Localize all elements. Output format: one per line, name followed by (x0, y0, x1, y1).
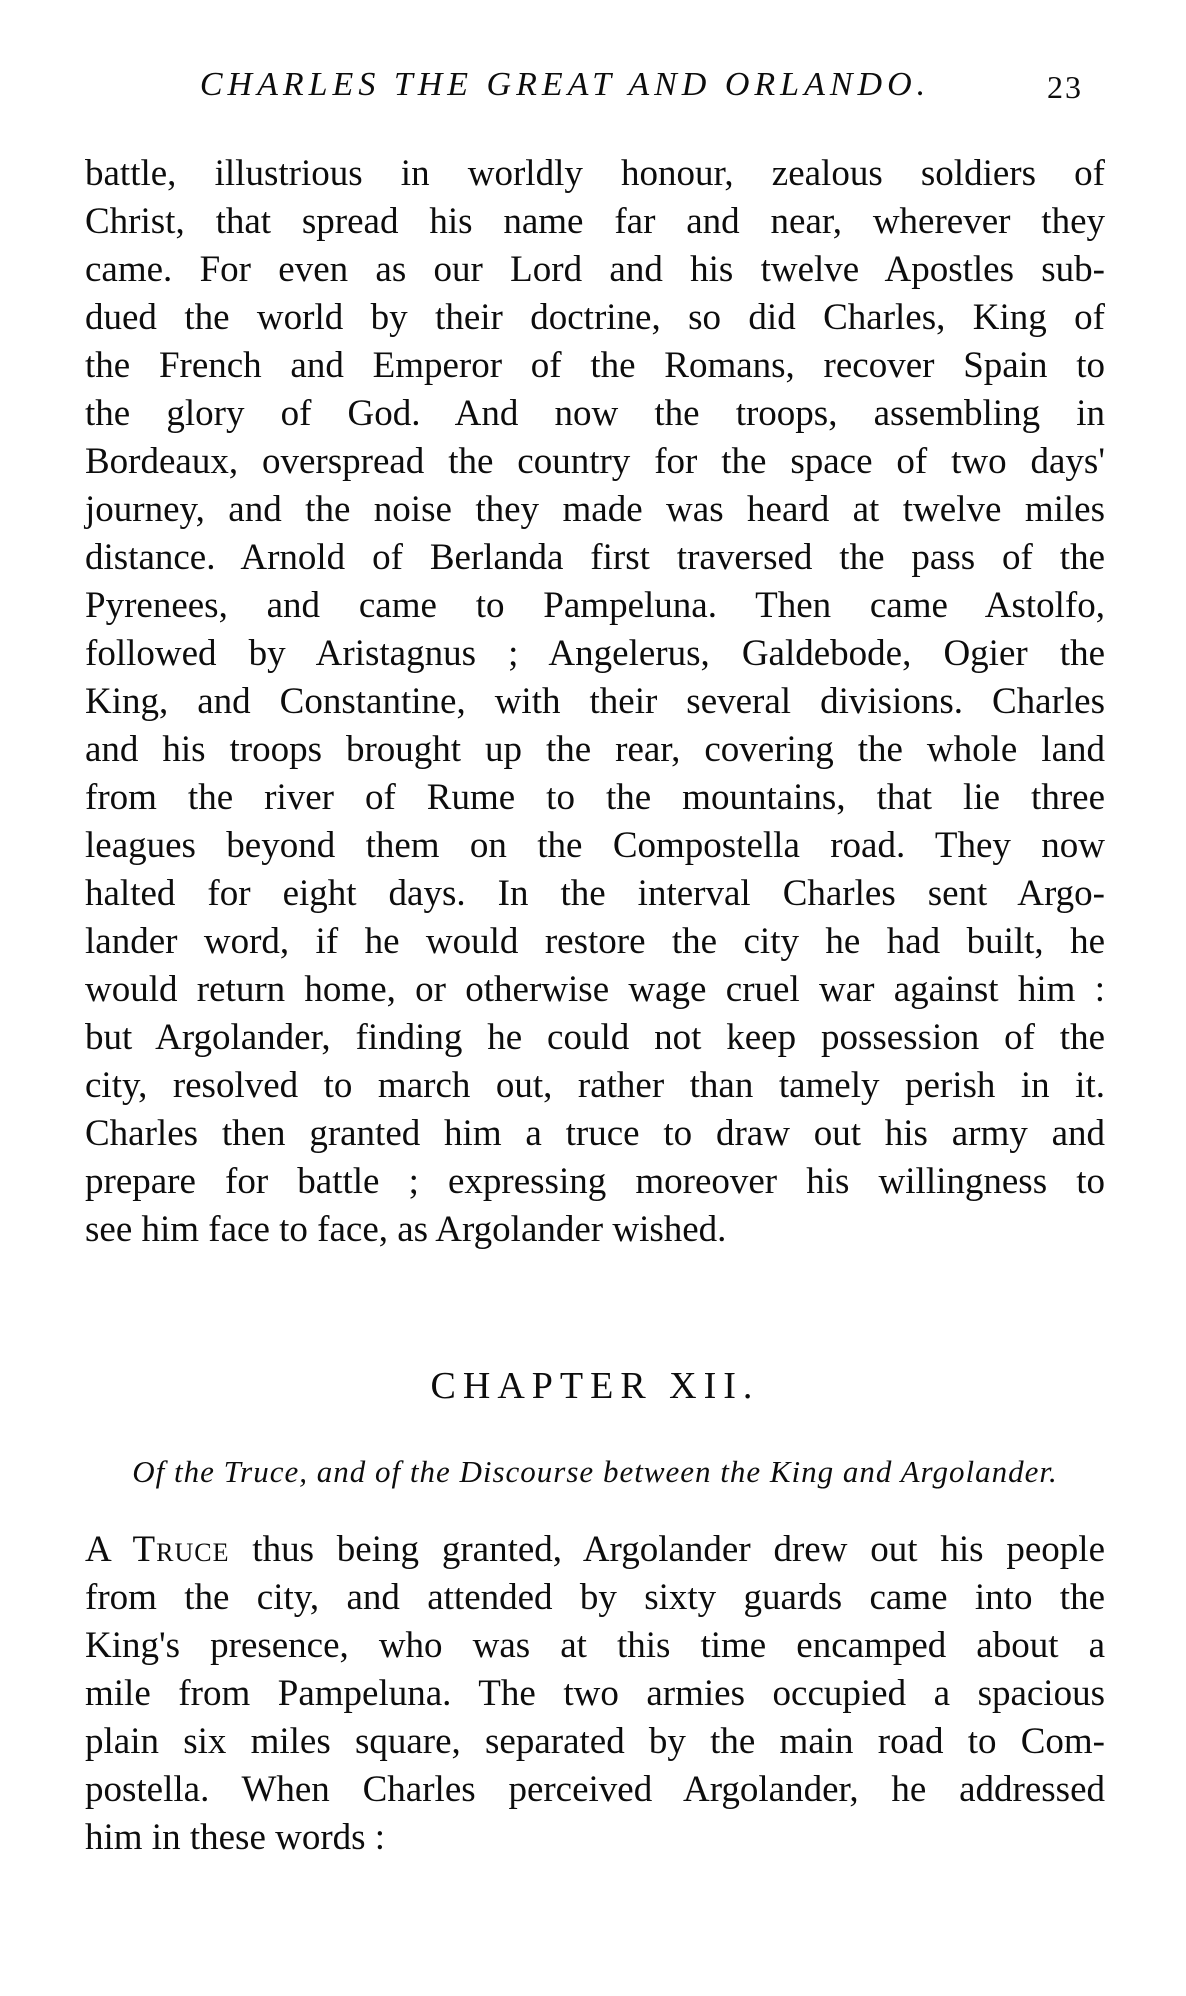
text-line: would return home, or otherwise wage cruel war against him : (85, 969, 1105, 1010)
text-line: followed by Aristagnus ; Angelerus, Galdebode, Ogier the (85, 633, 1105, 674)
text-line: lander word, if he would restore the city he had built, he (85, 921, 1105, 962)
chapter-subtitle: Of the Truce, and of the Discourse between the King and Argolander. (132, 1454, 1058, 1489)
text-line: Christ, that spread his name far and near, wherever they (85, 201, 1105, 242)
text-line: Bordeaux, overspread the country for the space of two days' (85, 441, 1105, 482)
text-line: the French and Emperor of the Romans, recover Spain to (85, 345, 1105, 386)
text-line: dued the world by their doctrine, so did Charles, King of (85, 297, 1105, 338)
text-line: came. For even as our Lord and his twelve Apostles sub- (85, 249, 1105, 290)
text-block (85, 0, 1105, 1862)
running-header-title: CHARLES THE GREAT AND ORLANDO. (199, 66, 931, 103)
text-line: King, and Constantine, with their several divisions. Charles (85, 681, 1105, 722)
paragraph-1 (85, 150, 1105, 1254)
text-line: journey, and the noise they made was heard at twelve miles (85, 489, 1105, 530)
text-line: but Argolander, finding he could not keep possession of the (85, 1017, 1105, 1058)
text-line: mile from Pampeluna. The two armies occupied a spacious (85, 1673, 1105, 1714)
text-line: plain six miles square, separated by the main road to Com- (85, 1721, 1105, 1762)
text-line: city, resolved to march out, rather than tamely perish in it. (85, 1065, 1105, 1106)
text-line: battle, illustrious in worldly honour, zealous soldiers of (85, 153, 1105, 194)
text-line: Charles then granted him a truce to draw out his army and (85, 1113, 1105, 1154)
page-number: 23 (1047, 69, 1083, 105)
text-line: prepare for battle ; expressing moreover his willingness to (85, 1161, 1105, 1202)
smallcaps-word: Truce (132, 1529, 230, 1570)
text-line: the glory of God. And now the troops, assembling in (85, 393, 1105, 434)
first-line-rest: thus being granted, Argolander drew out his people (252, 1529, 1105, 1570)
chapter-heading: CHAPTER XII. (430, 1365, 760, 1407)
text-line: from the river of Rume to the mountains, that lie three (85, 777, 1105, 818)
text-line: see him face to face, as Argolander wished. (85, 1209, 727, 1250)
first-word: A (85, 1529, 110, 1570)
text-line: distance. Arnold of Berlanda first traversed the pass of the (85, 537, 1105, 578)
text-line: and his troops brought up the rear, covering the whole land (85, 729, 1105, 770)
text-line: him in these words : (85, 1817, 386, 1858)
text-line: Pyrenees, and came to Pampeluna. Then came Astolfo, (85, 585, 1105, 626)
text-line: King's presence, who was at this time encamped about a (85, 1625, 1105, 1666)
running-header (85, 66, 1105, 110)
text-line: halted for eight days. In the interval Charles sent Argo- (85, 873, 1105, 914)
paragraph-2 (85, 1526, 1105, 1862)
text-line: leagues beyond them on the Compostella road. They now (85, 825, 1105, 866)
text-line: postella. When Charles perceived Argolander, he addressed (85, 1769, 1105, 1810)
text-line (85, 1526, 1105, 1574)
text-line: from the city, and attended by sixty guards came into the (85, 1577, 1105, 1618)
